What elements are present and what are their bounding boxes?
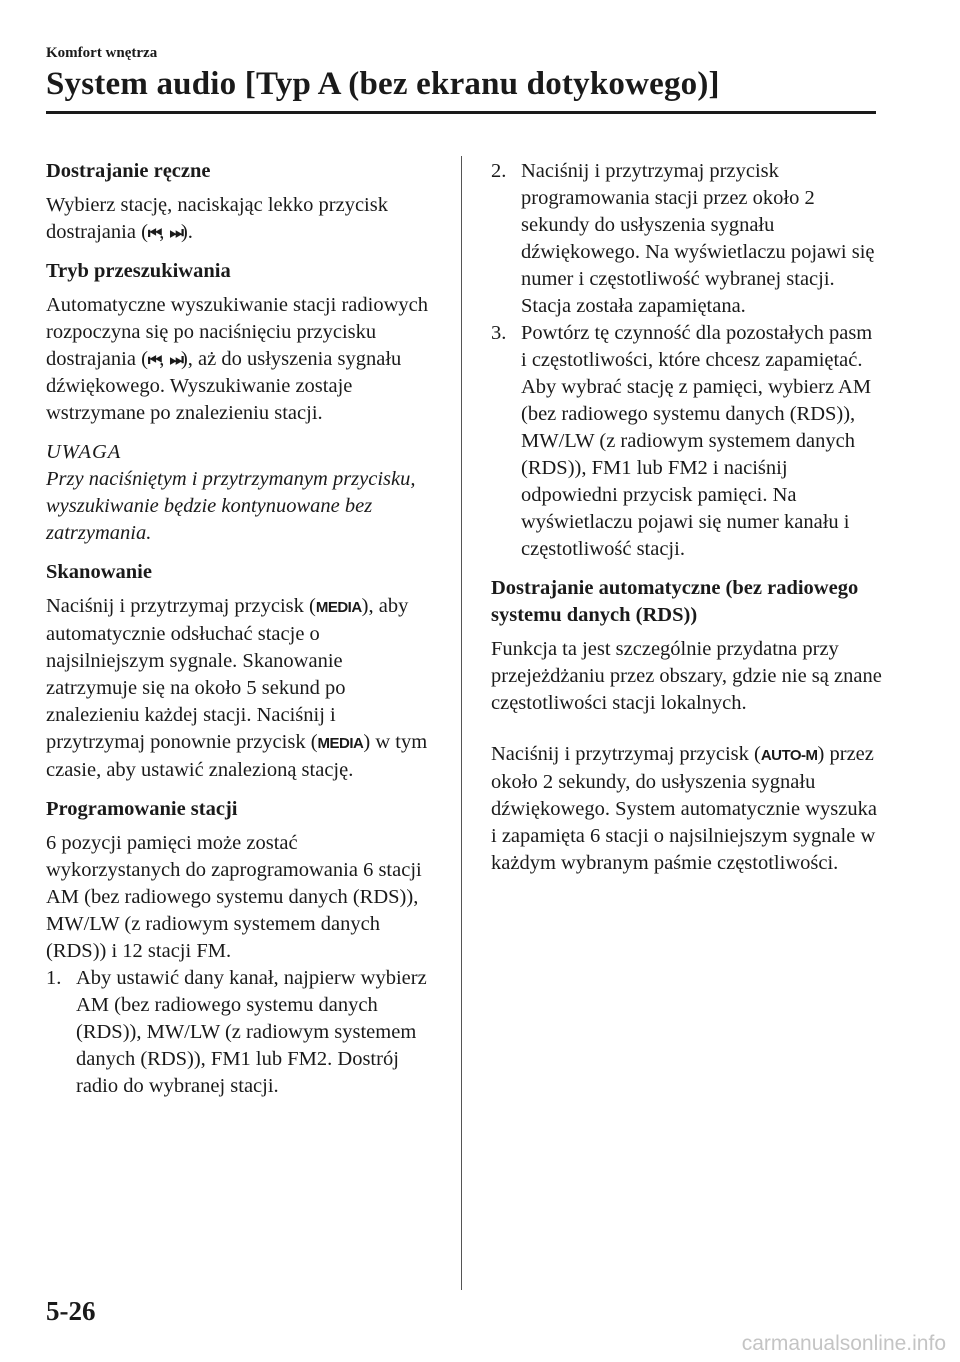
text-span: ). xyxy=(180,221,193,243)
list-item xyxy=(46,965,436,1100)
seek-up-icon: ⏭ xyxy=(169,350,181,369)
section-label: Komfort wnętrza xyxy=(46,45,158,61)
left-column xyxy=(46,158,436,1100)
text-span: Automatyczne wyszukiwanie stacji radiowych rozpoczyna się po naciśnięciu przycisku dostrajania ( xyxy=(46,294,428,370)
column-divider xyxy=(461,156,462,1290)
list-item xyxy=(491,158,883,320)
watermark: carmanualsonline.info xyxy=(741,1332,946,1355)
seek-down-icon: ⏮ xyxy=(147,223,160,242)
text-span: ), aby automatycznie odsłuchać stacje o najsilniejszym sygnale. Skanowanie zatrzymuje się na około 5 sekund po znalezieniu każdej stacji. Naciśnij i przytrzymaj ponownie przycisk ( xyxy=(46,595,409,753)
right-column xyxy=(491,158,883,877)
manual-tuning-heading: Dostrajanie ręczne xyxy=(46,160,211,182)
preset-heading: Programowanie stacji xyxy=(46,798,238,820)
scan-heading: Skanowanie xyxy=(46,561,152,583)
step-number: 3. xyxy=(491,322,507,344)
text-span: Wybierz stację, naciskając lekko przycisk dostrajania ( xyxy=(46,194,388,243)
chapter-title: System audio [Typ A (bez ekranu dotykowego)] xyxy=(46,66,720,102)
preset-text: 6 pozycji pamięci może zostać wykorzystanych do zaprogramowania 6 stacji AM (bez radiowego systemu danych (RDS)), MW/LW (z radiowym systemem danych (RDS)) i 12 stacji FM. xyxy=(46,832,422,962)
media-icon: MEDIA xyxy=(315,599,362,616)
step-text: Aby ustawić dany kanał, najpierw wybierz AM (bez radiowego systemu danych (RDS)), MW/LW (z radiowym systemem danych (RDS)), FM1 lub FM2. Dostrój radio do wybranej stacji. xyxy=(76,967,427,1097)
note-text: Przy naciśniętym i przytrzymanym przycisku, wyszukiwanie będzie kontynuowane bez zatrzymania. xyxy=(46,468,416,544)
text-span: ) przez około 2 sekundy, do usłyszenia sygnału dźwiękowego. System automatycznie wyszuka i zapamięta 6 stacji o najsilniejszym sygnale w każdym wybranym paśmie częstotliwości. xyxy=(491,743,877,874)
preset-steps xyxy=(46,965,436,1100)
preset-steps-continued xyxy=(491,158,883,563)
scan-text xyxy=(46,593,436,784)
header-rule xyxy=(46,111,876,114)
seek-up-icon: ⏭ xyxy=(169,223,181,242)
auto-m-icon: AUTO-M xyxy=(760,747,818,764)
page-number: 5-26 xyxy=(46,1296,96,1326)
page-header xyxy=(46,44,876,104)
step-text: Powtórz tę czynność dla pozostałych pasm i częstotliwości, które chcesz zapamiętać. Aby wybrać stację z pamięci, wybierz AM (bez radiowego systemu danych (RDS)), MW/LW (z radiowym systemem danych (RDS)), FM1 lub FM2 i naciśnij odpowiedni przycisk pamięci. Na wyświetlaczu pojawi się numer kanału i częstotliwość stacji. xyxy=(521,322,873,560)
step-text: Naciśnij i przytrzymaj przycisk programowania stacji przez około 2 sekundy do usłyszenia sygnału dźwiękowego. Na wyświetlaczu pojawi się numer i częstotliwość wybranej stacji. Stacja została zapamiętana. xyxy=(521,160,875,317)
step-number: 2. xyxy=(491,160,507,182)
seek-down-icon: ⏮ xyxy=(147,350,160,369)
auto-tuning-text-2 xyxy=(491,741,883,877)
search-mode-heading: Tryb przeszukiwania xyxy=(46,260,231,282)
auto-tuning-heading: Dostrajanie automatyczne (bez radiowego systemu danych (RDS)) xyxy=(491,577,859,626)
text-span: ) w tym czasie, aby ustawić znalezioną stację. xyxy=(46,731,428,781)
auto-tuning-text: Funkcja ta jest szczególnie przydatna przy przejeżdżaniu przez obszary, gdzie nie są znane częstotliwości stacji lokalnych. xyxy=(491,638,882,714)
list-item xyxy=(491,320,883,563)
manual-tuning-text: Wybierz stację, naciskając lekko przycisk dostrajania (⏮, ⏭). xyxy=(46,194,388,243)
note-title: UWAGA xyxy=(46,441,122,463)
text-span: ), aż do usłyszenia sygnału dźwiękowego. Wyszukiwanie zostaje wstrzymane po znalezieniu stacji. xyxy=(46,348,402,424)
media-icon: MEDIA xyxy=(317,735,364,752)
text-span: Naciśnij i przytrzymaj przycisk ( xyxy=(46,595,316,617)
step-number: 1. xyxy=(46,967,62,989)
search-mode-text: Automatyczne wyszukiwanie stacji radiowych rozpoczyna się po naciśnięciu przycisku dostrajania (⏮, ⏭), aż do usłyszenia sygnału dźwiękowego. Wyszukiwanie zostaje wstrzymane po znalezieniu stacji. xyxy=(46,294,428,424)
text-span: Naciśnij i przytrzymaj przycisk ( xyxy=(491,743,761,765)
